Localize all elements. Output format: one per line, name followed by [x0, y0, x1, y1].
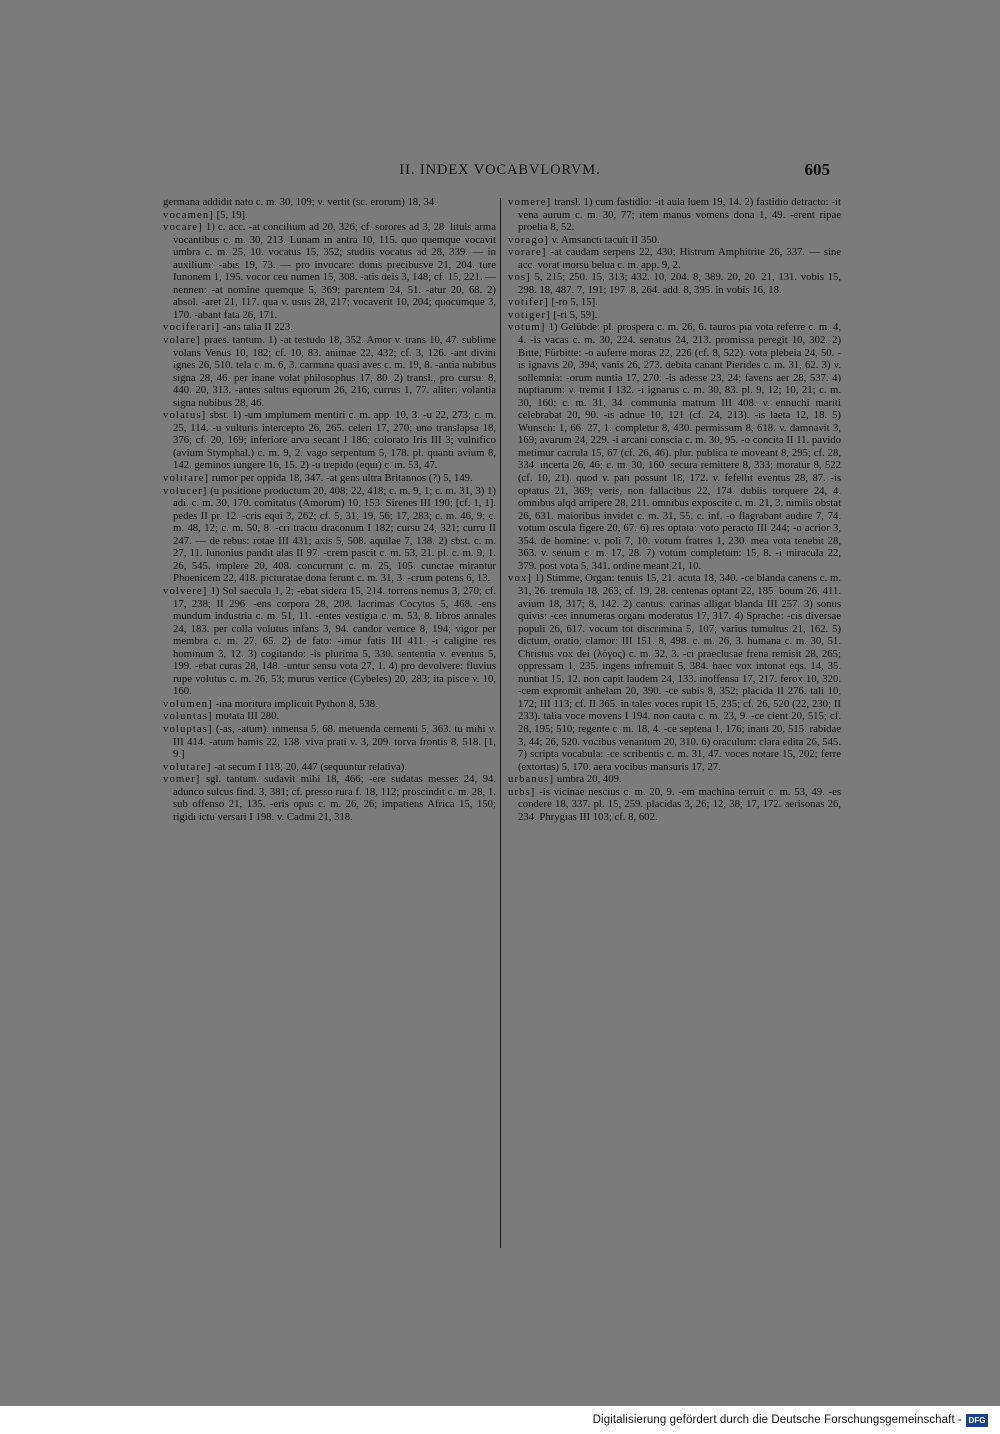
entry-text: -is vicinae nescius c. m. 20, 9. -em machina terruit c. m. 53, 49. -es condere 18, 337. pl. 15, 259. placidas 3, 26; 12, 38; 17, 172. aerisonas 26, 234. Phrygias III 103; cf. 8, 602. [518, 785, 841, 823]
entry-text: 1) c. acc. -at concilium ad 20, 326; cf. sorores ad 3, 28. lituis arma vocantibus c. m. 30, 213. Lunam in antra 10, 115. quo quemque vocavit umbra c. m. 25, 10. vocatus 15, 352; studiis vocatus ad 28, 339. — in auxilium: -abis 19, 73. — pro invocare: donis precibusve 21, 204. ture Iunonem 1, 195. vocor ceu numen 15, 308. -atis deis 3, 148; cf. 15, 221. — nennen: -at nomine quemque 5, 369; parentem 24, 51. -atur 20, 68. 2) absol. -aret 21, 117. qua v. usus 28, 217; vocaverit 10, 204; quocumque 3, 170. -abant fata 26, 171. [173, 221, 496, 321]
running-head [160, 160, 840, 184]
entry-lemma: urbs] [508, 785, 536, 798]
right-column [508, 196, 841, 823]
dictionary-entry [508, 234, 841, 247]
entry-lemma: vomer] [163, 773, 201, 786]
entry-text: 5, 215; 250. 15, 313; 432. 10, 204. 8, 389. 20, 20. 21, 131. vobis 15, 298. 18, 487. 7, 191; 197. 8, 264. add. 8, 395. in vobis 16, 18. [518, 271, 842, 296]
entry-text: v. Amsancti tacuit II 350. [551, 233, 660, 246]
dictionary-entry [508, 196, 841, 234]
dfg-logo-icon: DFG [966, 1414, 988, 1427]
page-number: 605 [804, 160, 830, 179]
dictionary-entry [163, 698, 496, 711]
entry-lemma: vorago] [508, 233, 549, 246]
footer-credit: Digitalisierung gefördert durch die Deutsche Forschungsgemeinschaft - [592, 1414, 962, 1426]
column-divider [500, 198, 501, 1248]
left-column [163, 196, 496, 823]
entry-lemma: vociferari] [163, 321, 221, 334]
entry-text: germana addidit nato c. m. 30, 109; v. vertit (sc. erorum) 18, 34. [163, 196, 437, 208]
entry-text: sbst. 1) -um implumem mentiri c. m. app. 10, 3. -u 22, 273; c. m. 25, 114. -u vulturis intercepto 26, 265. celeri 17, 270; uno translapsa 18, 376; cf. 20, 169; inferiore arva secant I 186; colorato Iris III 3; vulnifico (avium Stymphal.) c. m. 9, 2. vago serpentum 5, 178. pl. quanti avium 8, 142. geminos iungere 16, 15. 2) -u trepido (equi) c. m. 53, 47. [173, 409, 497, 472]
dictionary-entry [508, 271, 841, 296]
entry-lemma: votum] [508, 321, 546, 334]
dictionary-entry [163, 321, 496, 334]
dictionary-entry [163, 761, 496, 774]
entry-text: umbra 20, 409. [556, 773, 622, 786]
entry-text: 1) Sol saecula 1, 2; -ebat sidera 15, 214. torrens nemus 3, 270; cf. 17, 238; II 296. -ens corpora 28, 208. lacrimas Cocytos 5, 468. -ens mundum industria c. m. 51, 11. -entes vestigia c. m. 53, 8. libros annales 24, 183. per colla volutus infans 3, 94. candor vertice 8, 194; vigor per membra c. m. 27, 65. 2) de fato: -imur fatis III 411. -i caligine res hominum 3, 12. 3) cogitando: -is plurima 5, 330. sententia v. eventus 5, 199. -ebat curas 28, 148. -untur sensu vota 27, 1. 4) pro devolvere: fluvius rupe volutus c. m. 26, 53; murus vertice (Cybeles) 20, 283; ita pisce v. 10, 160. [173, 584, 497, 698]
entry-lemma: vorare] [508, 246, 547, 259]
entry-lemma: urbanus] [508, 773, 555, 786]
dictionary-entry [163, 472, 496, 485]
entry-text: [-ri 5, 59]. [553, 308, 598, 321]
entry-text: mutata III 280. [215, 710, 280, 723]
entry-lemma: vox] [508, 572, 532, 585]
dictionary-entry [508, 321, 841, 572]
entry-text: -at secum I 118; 20, 447 (sequuntur relativa). [214, 760, 407, 773]
dictionary-entry [508, 773, 841, 786]
entry-text: -ans talia II 223. [222, 321, 293, 334]
dictionary-entry [508, 786, 841, 824]
dictionary-entry [508, 296, 841, 309]
dictionary-entry [163, 485, 496, 585]
entry-lemma: votifer] [508, 296, 549, 309]
dictionary-entry [163, 334, 496, 409]
dictionary-entry [163, 209, 496, 222]
entry-text: [5, 19]. [216, 208, 248, 221]
dictionary-entry [508, 309, 841, 322]
dictionary-entry [508, 246, 841, 271]
dictionary-entry [163, 723, 496, 761]
entry-text: rumor per oppida 18, 347. -at gens ultra Britannos (?) 5, 149. [211, 472, 473, 485]
entry-lemma: volitare] [163, 472, 210, 485]
dictionary-entry [163, 196, 496, 209]
entry-lemma: volatus] [163, 409, 207, 422]
entry-text: 1) Gelübde: pl. prospera c. m. 26, 6. tauros pia vota referre c. m. 4, 4. -is vacas c. m. 30, 224. senatus 24, 213. promissa peregit 10, 302. 2) Bitte, Fürbitte: -o auferre moras 22, 226 (cf. 8, 522). vota plebeia 24, 50. -is ignavis 20, 394; vanis 26, 273. debita canant Pierides c. m. 31, 62. 3) v. sollemnia: -orum nuntia 17, 270. -is adesse 23, 24; favens aer 28, 537. 4) nuptiarum: v. tremit I 132. -i ignarus c. m. 30, 83. pl. 9, 12; 10, 21; c. m. 30, 160; c. m. 31, 34. communia matrum III 408. v. ennuchi mariti celebrabat 20, 90. -is adnue 10, 121 (cf. 24, 213). -is laeta 12, 18. 5) Wunsch: 1, 66. 27, 1. completur 8, 430. permissum 8, 618. v. damnavit 3, 169; avarum 24, 229. -i arcani conscia c. m. 30, 95. -o concita II 11. pavido metimur cacrula 15, 67 (cf. 26, 46). plur. publica te moveant 8, 295; cf. 28, 334. incerta 26, 46; c. m. 30, 160. secura remittere 8, 333; moratur 8, 522 (cf. 10, 21). quod v. pati possunt 18, 172. v. fefellit eventus 28, 87. -is optatus 21, 369; veris, non fallacibus 22, 174. dubiis torquere 24, 4. omnibus alqd arripere 28, 211. omnibus exposcite c. m. 21, 3. nimiis obstat 26, 631. maioribus invidet c. m. 31, 55. c. inf. -o flagrabant audire 7, 74. votum oscula figere 20, 67. 6) res optata: voto peracto III 244; -o acrior 3, 354. de homine: v. poli 7, 10. votum fratres 1, 230. mea vota tenebit 28, 363. v. senum c. m. 17, 28. 7) votum completum: 15, 8. -i miracula 22, 379. post vota 5, 341. ordine meant 21, 10. [518, 321, 842, 572]
entry-text: (-as, -atum). inmensa 5, 68. metuenda cernenti 5, 363. tu mihi v. III 414. -atum hamis 22, 138. viva prati v. 3, 209. torva frontis 8, 518. [1, 9.] [173, 722, 496, 761]
entry-text: -at caudam serpens 22, 430; Histrum Amphitrite 26, 337. — sine acc. vorat morsu belua c. m. app. 9, 2. [518, 246, 841, 271]
dictionary-entry [508, 572, 841, 773]
entry-lemma: volumen] [163, 697, 213, 710]
entry-lemma: vos] [508, 271, 531, 284]
running-title: II. INDEX VOCABVLORVM. [399, 162, 601, 178]
entry-lemma: votiger] [508, 308, 551, 321]
entry-text: (u positione productum 20, 408; 22, 418; c. m. 9, 1; c. m. 31, 3) 1) adi. c. m. 30, 170. comitatus (Amorum) 10, 153. Sirenes III 190; [cf. 1, 1]. pedes II pr. 12. -cris equi 3, 262; cf. 5, 31; 19, 56; 17, 283; c. m. 46, 9; c. m. 48, 12; c. m. 50, 8. -cri tractu draconum I 182; cursu 24, 321; curru II 247. — de rebus: rotae III 431; axis 5, 508. aquilae 7, 138. 2) sbst. c. m. 27, 11. Iunonius pandit alas II 97. -crem pascit c. m. 53, 21. pl. c. m. 9, 1. 26, 545. implere 20, 408. concurrunt c. m. 25, 105. cunctae mirantur Phoenicem 22, 418. picturatae dona ferunt c. m. 31, 3. -crum potens 6, 13. [173, 484, 496, 585]
dictionary-entry [163, 773, 496, 823]
entry-text: [-ro 5, 15]. [551, 296, 598, 309]
entry-lemma: volvere] [163, 584, 208, 597]
entry-text: transl. 1) cum fastidio: -it aula luem 19, 14. 2) fastidio detracto: -it vena aurum c. m. 30, 77; item manus vomens dona 1, 49. -erent ripae proelia 8, 52. [518, 196, 841, 234]
dictionary-entry [163, 221, 496, 321]
entry-lemma: voluptas] [163, 722, 213, 735]
dictionary-entry [163, 409, 496, 472]
entry-text: 1) Stimme, Organ: tenuis 15, 21. acuta 18, 340. -ce blanda canens c. m. 31, 26. tremula 18, 263; cf. 19, 28. centenas optant 22, 185. boum 26, 411. avium 18, 317; 8, 142. 2) cantus: carinas alligat blanda III 257. 3) sonus quivis: -ces innumeras organi moderatus 17, 317. 4) Sprache: -cis diversae populi 26, 617. vocum tot discrimina 5, 107; varius tumultus 21, 162. 5) dictum, oratio, clamor: III 151. 8, 498. c. m. 26, 3. humana c. m. 30, 51. Christus vox dei (λόγος) c. m. 32, 3. -ci praeclusae frena remisit 28, 265; oppressam 1, 235. ingens infremuit 5, 384. haec vox intonat eqs. 14, 35. nuntiat 15, 12. non capit laudem 24, 133. inoffensa 17, 217. ferox 10, 320. -cem expromit anhelam 20, 390. -ce subis 8, 352; placida II 276. tali 10, 172; III 113; cf. II 365. in tales voces rupit 15, 235; cf. 26, 520 (22, 230; II 233). talia voce movens I 194. non cauta c. m. 23, 9. -ce cient 20, 515; cf. 28, 195; 510; regente c. m. 18, 4. -ce septena 1, 176; inani 20, 515. rabidae 3, 44; 26, 520. vocibus venantum 20, 310. 6) oraculum: clara edita 26, 545. 7) scripta vocabula: -ce scribentis c. m. 31, 47. voces notare 15, 202; ferre (extortas) 5, 170. aera vocibus mansuris 17, 27. [518, 572, 841, 773]
entry-lemma: volare] [163, 334, 201, 347]
entry-lemma: vocamen] [163, 208, 214, 221]
dictionary-entry [163, 710, 496, 723]
entry-lemma: vomere] [508, 196, 552, 208]
entry-text: praes. tantum. 1) -at testudo 18, 352. Amor v. trans 10, 47. sublime volans Venus 10, 182; cf. 10, 83. animae 22, 432; cf. 3, 126. -ant divini ignes 26, 510. tela c. m. 6, 3. carmina quasi aves c. m. 19, 8. -antia nubibus signa 28, 46. per inane volat philosophus 17, 80. 2) transl., pro cursu: 8, 440. 20, 313. -antes saltus equorum 26, 216; currus 1, 77. aliter: volantia signa nubibus 28, 46. [173, 334, 497, 409]
entry-lemma: volucer] [163, 484, 208, 497]
entry-lemma: voluntas] [163, 710, 213, 723]
digitization-footer [0, 1406, 1000, 1434]
entry-lemma: vocare] [163, 221, 203, 234]
entry-text: sgl. tantum. sudavit mihi 18, 466; -ere sudatas messes 24, 94. adunco sulcus find. 3, 381; cf. presso rura f. 18, 112; proscindit c. m. 28, 1. sub offenso 21, 135. -eris opus c. m. 26, 26; impatiens Africa 15, 150; rigidi ictu versari I 198. v. Cadmi 21, 318. [173, 773, 496, 823]
entry-text: -ina moritura implicuit Python 8, 538. [215, 697, 378, 710]
dictionary-entry [163, 585, 496, 698]
dictionary-page [160, 160, 840, 1260]
entry-lemma: volutare] [163, 760, 212, 773]
